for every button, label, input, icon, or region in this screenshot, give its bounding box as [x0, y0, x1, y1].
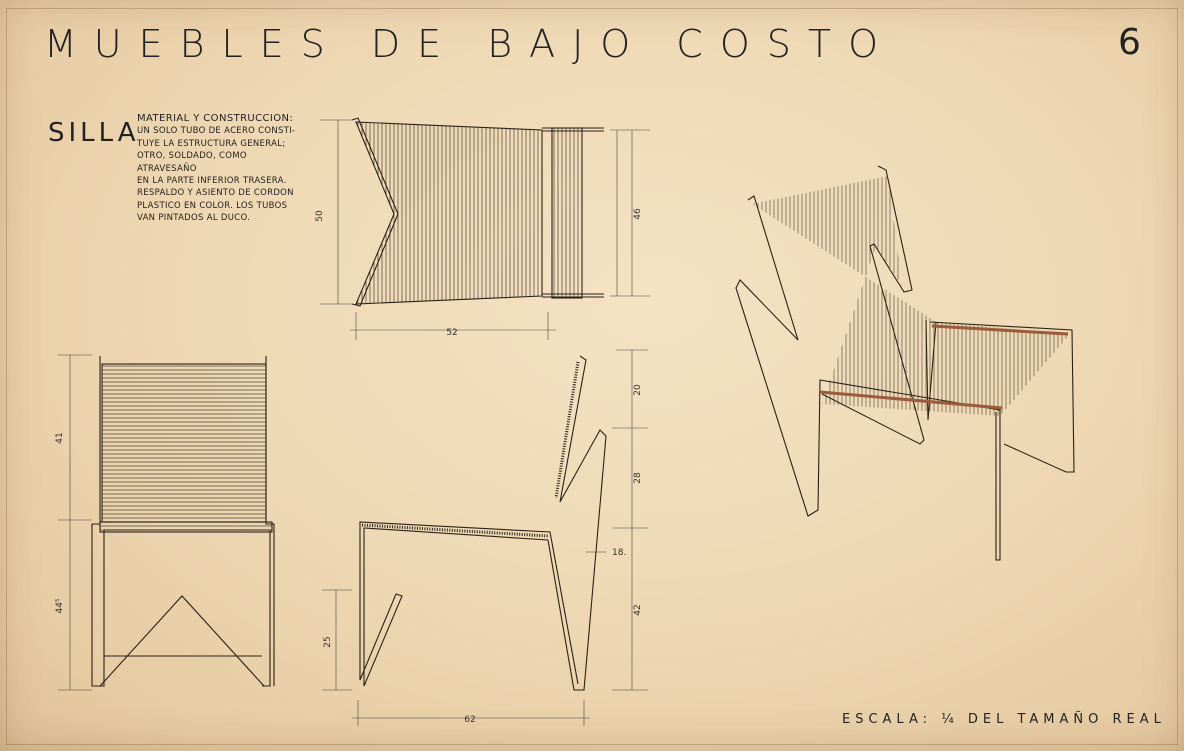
- dim-side-top: 20: [633, 384, 643, 396]
- dim-side-mid: 28: [633, 472, 643, 484]
- perspective-cords: [752, 176, 1070, 416]
- plan-back-cords: [552, 128, 582, 298]
- front-view: [92, 356, 274, 686]
- notes-line: OTRO, SOLDADO, COMO ATRAVESAÑO: [137, 151, 247, 174]
- dim-plan-depth: 50: [315, 210, 325, 222]
- notes-line: VAN PINTADOS AL DUCO.: [137, 213, 251, 224]
- side-frame-tube: [360, 356, 606, 690]
- dim-front-seat-height: 44⁵: [55, 598, 65, 614]
- plan-view: [352, 118, 604, 306]
- side-view: [360, 356, 606, 690]
- notes-line: TUYE LA ESTRUCTURA GENERAL;: [137, 138, 286, 149]
- notes-heading: MATERIAL Y CONSTRUCCION:: [137, 113, 294, 124]
- front-seat-edge: [100, 522, 272, 532]
- subject-label: SILLA: [48, 118, 140, 148]
- side-back-cords: [556, 362, 578, 498]
- notes-line: EN LA PARTE INFERIOR TRASERA.: [137, 176, 287, 187]
- notes-line: UN SOLO TUBO DE ACERO CONSTI-: [137, 126, 296, 137]
- dim-side-gap: 18.: [612, 548, 627, 558]
- notes-line: RESPALDO Y ASIENTO DE CORDON: [137, 188, 294, 199]
- perspective-view: [736, 166, 1074, 560]
- dim-plan-width: 52: [446, 328, 458, 338]
- dim-side-low: 42: [633, 604, 643, 616]
- front-cross-tube: [100, 596, 264, 686]
- dim-plan-seat: 46: [633, 208, 643, 220]
- notes-line: PLASTICO EN COLOR. LOS TUBOS: [137, 200, 288, 211]
- dim-side-left-low: 25: [323, 636, 333, 648]
- dim-front-back: 41: [55, 432, 65, 444]
- dim-side-base: 62: [464, 715, 476, 725]
- sheet-title: MUEBLES DE BAJO COSTO: [44, 22, 895, 66]
- plan-seat-cords: [356, 122, 542, 304]
- front-back-cords: [102, 364, 266, 522]
- sheet-number: 6: [1118, 22, 1141, 63]
- front-dimensions: [58, 355, 92, 690]
- scale-note: ESCALA: ¼ DEL TAMAÑO REAL: [842, 712, 1166, 727]
